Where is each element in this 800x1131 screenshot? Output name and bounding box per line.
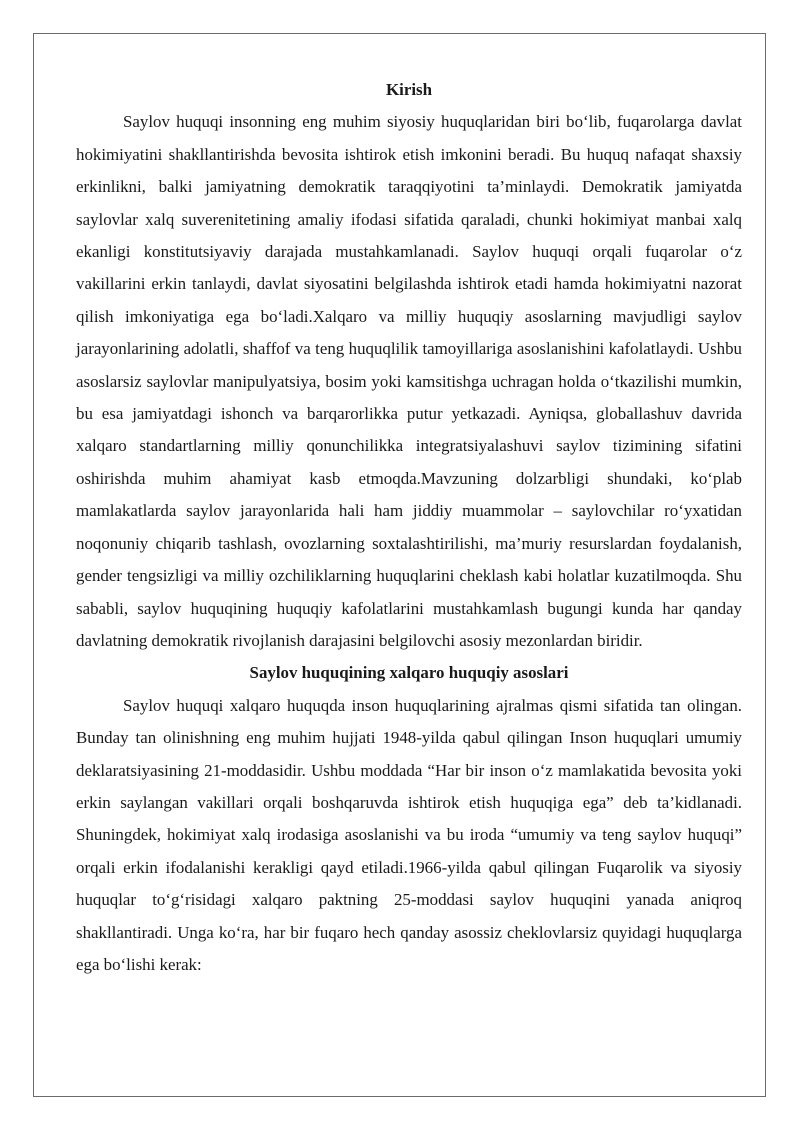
paragraph-international-basis: Saylov huquqi xalqaro huquqda inson huquqlarining ajralmas qismi sifatida tan olingan. Bunday tan olinishning eng muhim hujjati 1948-yilda qabul qilingan Inson huquqlari umumiy deklaratsiyasining 21-moddasidir. Ushbu moddada “Har bir inson o‘z mamlakatida bevosita yoki erkin saylangan vakillari orqali boshqaruvda ishtirok etish huquqiga ega” deb ta’kidlanadi. Shuningdek, hokimiyat xalq irodasiga asoslanishi va bu iroda “umumiy va teng saylov huquqi” orqali erkin ifodalanishi kerakligi qayd etiladi.1966-yilda qabul qilingan Fuqarolik va siyosiy huquqlar to‘g‘risidagi xalqaro paktning 25-moddasi saylov huquqini yanada aniqroq shakllantiradi. Unga ko‘ra, har bir fuqaro hech qanday asossiz cheklovlarsiz quyidagi huquqlarga ega bo‘lishi kerak: <box>76 695 742 974</box>
section-heading-introduction: Kirish <box>386 80 432 99</box>
document-body <box>76 74 742 981</box>
paragraph-introduction: Saylov huquqi insonning eng muhim siyosiy huquqlaridan biri bo‘lib, fuqarolarga davlat hokimiyatini shakllantirishda bevosita ishtirok etish imkonini beradi. Bu huquq nafaqat shaxsiy erkinlikni, balki jamiyatning demokratik taraqqiyotini ta’minlaydi. Demokratik jamiyatda saylovlar xalq suverenitetining amaliy ifodasi sifatida qaraladi, chunki hokimiyat manbai xalq ekanligi konstitutsiyaviy darajada mustahkamlanadi. Saylov huquqi orqali fuqarolar o‘z vakillarini erkin tanlaydi, davlat siyosatini belgilashda ishtirok etadi hamda hokimiyatni nazorat qilish imkoniyatiga ega bo‘ladi.Xalqaro va milliy huquqiy asoslarning mavjudligi saylov jarayonlarining adolatli, shaffof va teng huquqlilik tamoyillariga asoslanishini kafolatlaydi. Ushbu asoslarsiz saylovlar manipulyatsiya, bosim yoki kamsitishga uchragan holda o‘tkazilishi mumkin, bu esa jamiyatdagi ishonch va barqarorlikka putur yetkazadi. Ayniqsa, globallashuv davrida xalqaro standartlarning milliy qonunchilikka integratsiyalashuvi saylov tizimining sifatini oshirishda muhim ahamiyat kasb etmoqda.Mavzuning dolzarbligi shundaki, ko‘plab mamlakatlarda saylov jarayonlarida hali ham jiddiy muammolar – saylovchilar ro‘yxatidan noqonuniy chiqarib tashlash, ovozlarning soxtalashtirilishi, ma’muriy resurslardan foydalanish, gender tengsizligi va milliy ozchiliklarning huquqlarini cheklash kabi holatlar kuzatilmoqda. Shu sababli, saylov huquqining huquqiy kafolatlarini mustahkamlash bugungi kunda har qanday davlatning demokratik rivojlanish darajasini belgilovchi asosiy mezonlardan biridir. <box>76 112 742 650</box>
section-heading-international-basis: Saylov huquqining xalqaro huquqiy asoslari <box>249 663 569 683</box>
